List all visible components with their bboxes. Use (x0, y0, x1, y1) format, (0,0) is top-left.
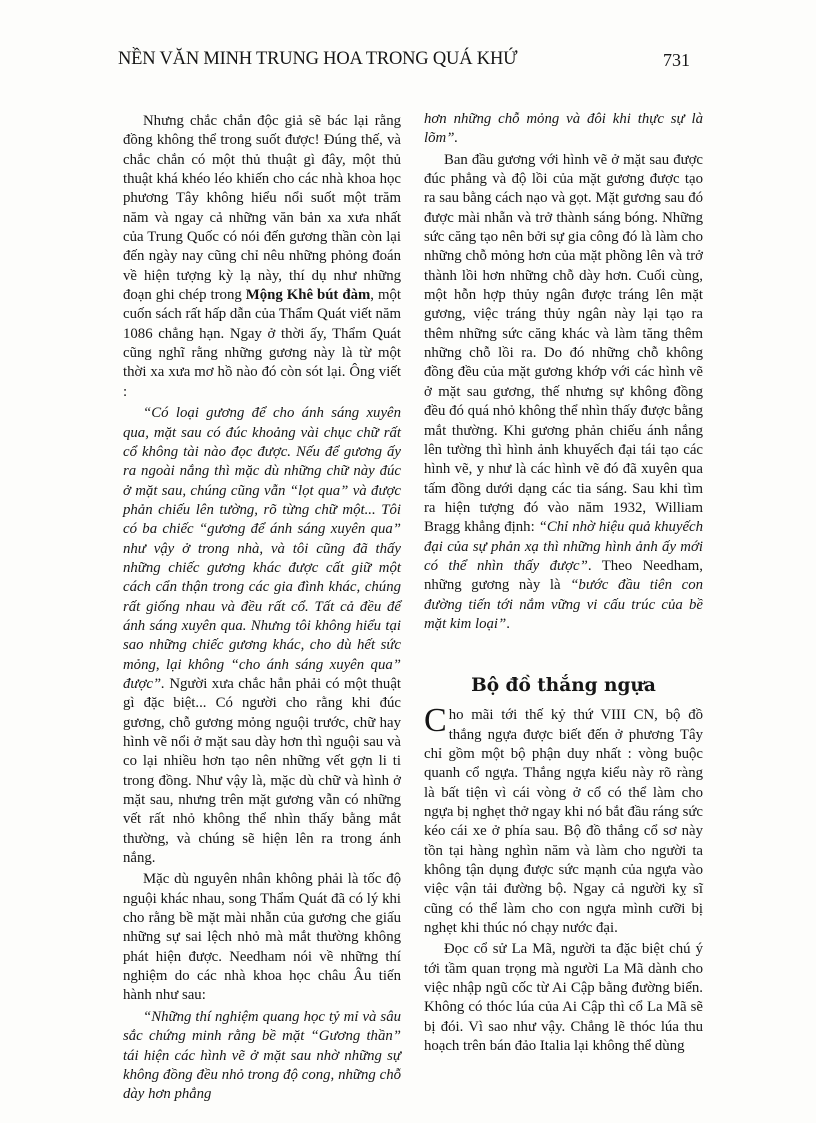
quote-text: “Chỉ nhờ hiệu quả khuyếch đại của sự phản xạ thì những hình ảnh ấy mới có thể nhìn thấy được” (424, 519, 703, 574)
paragraph-text: , một cuốn sách rất hấp dẫn của Thẩm Quát viết năm 1086 chẳng hạn. Ngay ở thời ấy, Thẩm Quát cũng nghĩ rằng những gương này là từ một thời xa xưa mơ hồ nào đó còn sót lại. Ông viết : (123, 287, 401, 400)
paragraph-text: Ban đầu gương với hình vẽ ở mặt sau được đúc phẳng và độ lồi của mặt gương được tạo ra sau bằng cách nạo và gọt. Mặt gương sau đó được mài nhẵn và trở thành sáng bóng. Những sức căng tạo nên bởi sự gia công đó là làm cho những chỗ mỏng hơn của mặt phồng lên và trở thành lồi hơn những chỗ dày hơn. Cuối cùng, một hỗn hợp thủy ngân được tráng lên mặt gương, việc tráng thủy ngân này lại tạo ra thêm những sức căng khác và làm tăng thêm những chỗ lồi ra. Do đó những chỗ không đồng đều của mặt gương khớp với các hình vẽ ở mặt sau gương, thế nhưng sự không đồng đều đó quá nhỏ không thể nhìn thấy được bằng mắt thường. Khi gương phản chiếu ánh nắng lên tường thì hình ảnh khuyếch đại tái tạo các hình vẽ, y như là các hình vẽ đó đã xuyên qua tấm đồng dưới dạng các tia sáng. Sau khi tìm ra hiện tượng đó vào năm 1932, William Bragg khẳng định: (424, 151, 703, 536)
quote-continuation: hơn những chỗ mỏng và đôi khi thực sự là lõm”. (424, 111, 703, 147)
drop-cap: C (424, 702, 447, 740)
left-column (123, 112, 401, 1105)
paragraph-text: . Theo Needham, những gương này là (424, 557, 703, 594)
paragraph: Mặc dù nguyên nhân không phải là tốc độ nguội khác nhau, song Thẩm Quát đã có lý khi cho rằng bề mặt mài nhẵn của gương che giấu những sự sai lệch nhỏ mà mắt thường không phát hiện được. Needham nói về những thí nghiệm do các nhà khoa học châu Âu tiến hành như sau: (123, 871, 401, 1004)
paragraph-text: ho mãi tới thế kỷ thứ VIII CN, bộ đồ thắng ngựa được biết đến ở phương Tây chỉ gồm một bộ phận duy nhất : vòng buộc quanh cổ ngựa. Thắng ngựa kiểu này rõ ràng là bất tiện vì cái vòng ở cổ có thể làm cho ngựa bị nghẹt thở ngay khi nó bắt đầu ráng sức kéo cái xe ở phía sau. Bộ đồ thắng cổ sơ này tồn tại hàng nghìn năm và làm cho người ta không tận dụng được sức mạnh của ngựa vào việc vận tải đường bộ. Ngay cả người kỵ sĩ cũng có thể làm cho con ngựa mình cưỡi bị nghẹt khi thúc nó chạy nước đại. (424, 707, 703, 937)
quote-paragraph: “Những thí nghiệm quang học tỷ mỉ và sâu sắc chứng minh rằng bề mặt “Gương thần” tái hiện các hình vẽ ở mặt sau nhờ những sự không đồng đều nhỏ trong độ cong, những chỗ dày hơn phẳng (123, 1008, 401, 1103)
quote-text: “bước đầu tiên con đường tiến tới nắm vững vi cấu trúc của bề mặt kim loại” (424, 577, 703, 632)
paragraph (123, 112, 401, 402)
right-column (424, 110, 703, 1056)
page-number: 731 (663, 50, 690, 70)
section-heading: Bộ đồ thắng ngựa (471, 675, 656, 697)
paragraph-text: Nhưng chắc chắn độc giả sẽ bác lại rằng đồng không thể trong suốt được! Đúng thế, và chắc chắn có một thủ thuật gì đây, một thủ thuật khá khéo léo khiến cho các nhà khoa học phương Tây không hiểu nổi suốt một trăm năm và ngay cả những văn bản xa xưa nhất của Trung Quốc có nói đến gương thần còn lại đến ngày nay cũng chỉ nêu những phỏng đoán về hiện tượng kỳ lạ này, thí dụ như những đoạn ghi chép trong (123, 113, 401, 304)
book-title: Mộng Khê bút đàm (245, 287, 371, 304)
quote-paragraph (123, 404, 401, 868)
paragraph-text: Người xưa chắc hẳn phải có một thuật gì đặc biệt... Có người cho rằng khi đúc gương, chỗ gương mỏng nguội trước, chữ hay hình vẽ nổi ở mặt sau dày hơn thì nguội sau và co lại nhiều hơn tạo nên những vết gợn li ti trong đồng. Như vậy là, mặc dù chữ và hình ở mặt sau, nhưng trên mặt gương vẫn có những vết rất nhỏ không thể nhìn thấy bằng mắt thường, và chúng sẽ hiện lên ra trong ánh nắng. (123, 675, 401, 867)
running-title: NỀN VĂN MINH TRUNG HOA TRONG QUÁ KHỨ (118, 49, 518, 69)
paragraph-text: . (506, 615, 510, 632)
paragraph (424, 702, 703, 938)
paragraph (424, 151, 703, 635)
page-header (118, 49, 690, 73)
paragraph: Đọc cổ sử La Mã, người ta đặc biệt chú ý tới tầm quan trọng mà người La Mã dành cho việc nhập ngũ cốc từ Ai Cập bằng đường biển. Không có thóc lúa của Ai Cập thì cổ La Mã sẽ bị đói. Vì sao như vậy. Chẳng lẽ thóc lúa thu hoạch trên bán đảo Italia lại không thể dùng (424, 941, 703, 1055)
quote-text: “Có loại gương để cho ánh sáng xuyên qua, mặt sau có đúc khoảng vài chục chữ rất cổ không tài nào đọc được. Nếu để gương ấy ra ngoài nắng thì mặc dù những chữ này đúc ở mặt sau, chúng cũng vẫn “lọt qua” và được phản chiếu lên tường, rõ từng chữ một... Tôi có ba chiếc “gương để ánh sáng xuyên qua” như vậy ở trong nhà, và tôi cũng đã thấy những chiếc gương khác được cất giữ một cách cẩn thận trong các gia đình khác, chúng rất giống nhau và đều rất cổ. Tất cả đều để ánh sáng xuyên qua. Nhưng tôi không hiểu tại sao những chiếc gương khác, cho dù hết sức mỏng, lại không “cho ánh sáng xuyên qua” được”. (123, 405, 401, 692)
